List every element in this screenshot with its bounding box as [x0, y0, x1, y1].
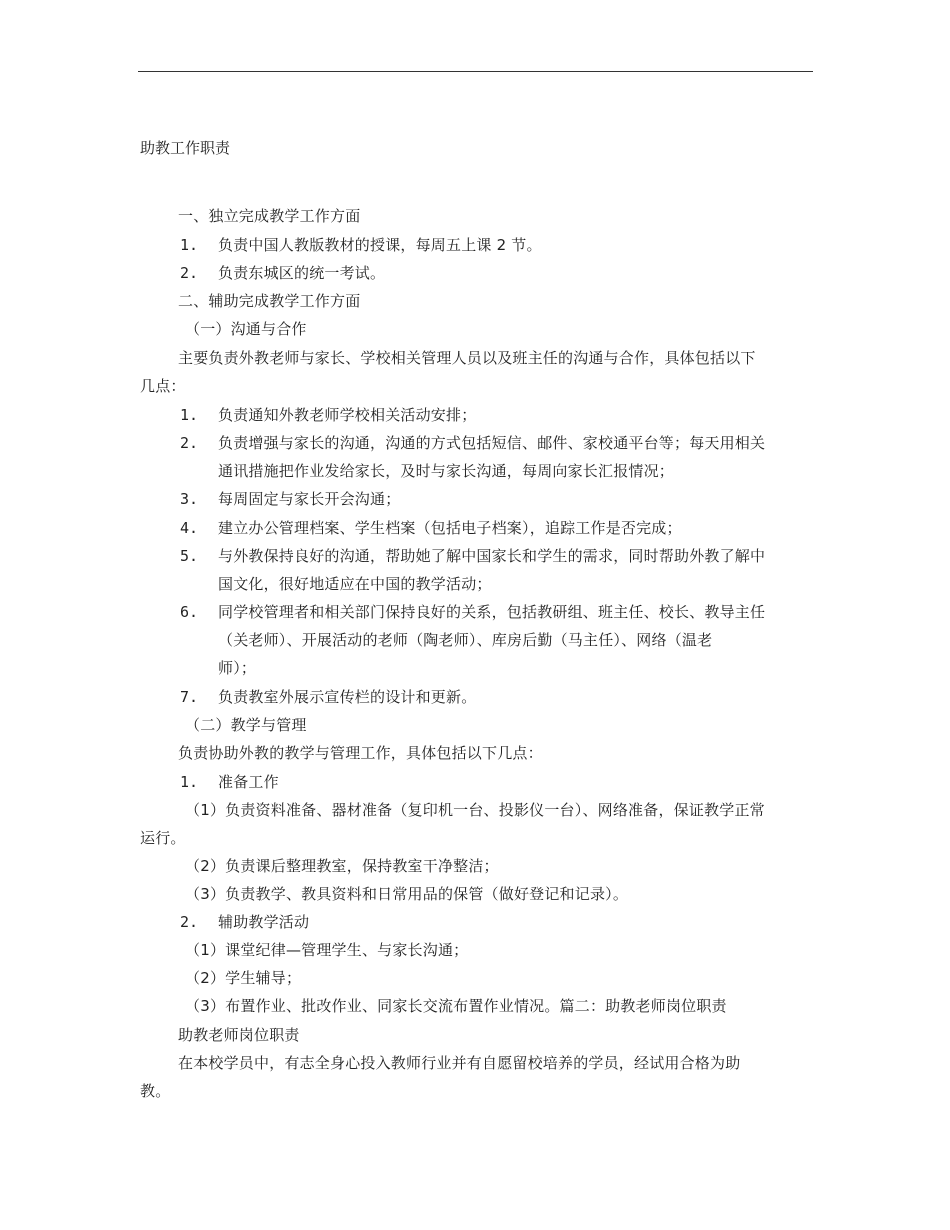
list-item-continuation: （关老师）、开展活动的老师（陶老师）、库房后勤（马主任）、网络（温老	[218, 631, 713, 649]
list-item: 负责增强与家长的沟通，沟通的方式包括短信、邮件、家校通平台等；每天用相关	[218, 434, 766, 452]
paragraph-line: 负责协助外教的教学与管理工作，具体包括以下几点：	[178, 744, 543, 762]
part2-heading: 助教老师岗位职责	[178, 1026, 300, 1044]
subsection1-heading: （一）沟通与合作	[185, 320, 307, 338]
paragraph-line: （2）负责课后整理教室，保持教室干净整洁；	[185, 857, 499, 875]
list-number: 4.	[180, 519, 199, 537]
paragraph-line: 教。	[140, 1082, 171, 1100]
list-number: 6.	[180, 603, 199, 621]
list-item: 准备工作	[218, 773, 279, 791]
list-item: 负责教室外展示宣传栏的设计和更新。	[218, 688, 477, 706]
paragraph-line: 主要负责外教老师与家长、学校相关管理人员以及班主任的沟通与合作，具体包括以下	[178, 349, 756, 367]
list-item-continuation: 师）；	[218, 659, 257, 677]
list-item: 与外教保持良好的沟通，帮助她了解中国家长和学生的需求，同时帮助外教了解中	[218, 547, 766, 565]
subsection2-heading: （二）教学与管理	[185, 716, 307, 734]
list-item: 辅助教学活动	[218, 913, 310, 931]
list-number: 3.	[180, 490, 199, 508]
list-number: 1.	[180, 236, 199, 254]
section2-heading: 二、辅助完成教学工作方面	[178, 292, 361, 310]
paragraph-line: （2）学生辅导；	[185, 969, 302, 987]
header-rule	[138, 71, 813, 72]
paragraph-line: （3）布置作业、批改作业、同家长交流布置作业情况。篇二：助教老师岗位职责	[185, 997, 727, 1015]
list-number: 1.	[180, 406, 199, 424]
list-item: 建立办公管理档案、学生档案（包括电子档案），追踪工作是否完成；	[218, 519, 682, 537]
list-item: 负责通知外教老师学校相关活动安排；	[218, 406, 477, 424]
list-number: 5.	[180, 547, 199, 565]
paragraph-line: （1）课堂纪律—管理学生、与家长沟通；	[185, 941, 469, 959]
paragraph-line: 在本校学员中，有志全身心投入教师行业并有自愿留校培养的学员，经试用合格为助	[178, 1054, 741, 1072]
paragraph-line: 几点：	[140, 377, 186, 395]
list-number: 2.	[180, 434, 199, 452]
paragraph-line: （1）负责资料准备、器材准备（复印机一台、投影仪一台）、网络准备，保证教学正常	[185, 801, 765, 819]
paragraph-line: （3）负责教学、教具资料和日常用品的保管（做好登记和记录）。	[185, 885, 629, 903]
list-number: 1.	[180, 773, 199, 791]
paragraph-line: 运行。	[140, 829, 186, 847]
list-item: 每周固定与家长开会沟通；	[218, 490, 401, 508]
list-number: 2.	[180, 913, 199, 931]
list-item-continuation: 通讯措施把作业发给家长，及时与家长沟通，每周向家长汇报情况；	[218, 462, 675, 480]
list-item: 负责东城区的统一考试。	[218, 264, 386, 282]
document-title: 助教工作职责	[140, 139, 231, 157]
list-item: 同学校管理者和相关部门保持良好的关系，包括教研组、班主任、校长、教导主任	[218, 603, 766, 621]
list-item-continuation: 国文化，很好地适应在中国的教学活动；	[218, 575, 492, 593]
section1-heading: 一、独立完成教学工作方面	[178, 207, 361, 225]
list-number: 2.	[180, 264, 199, 282]
list-item: 负责中国人教版教材的授课，每周五上课 2 节。	[218, 236, 542, 254]
list-number: 7.	[180, 688, 199, 706]
